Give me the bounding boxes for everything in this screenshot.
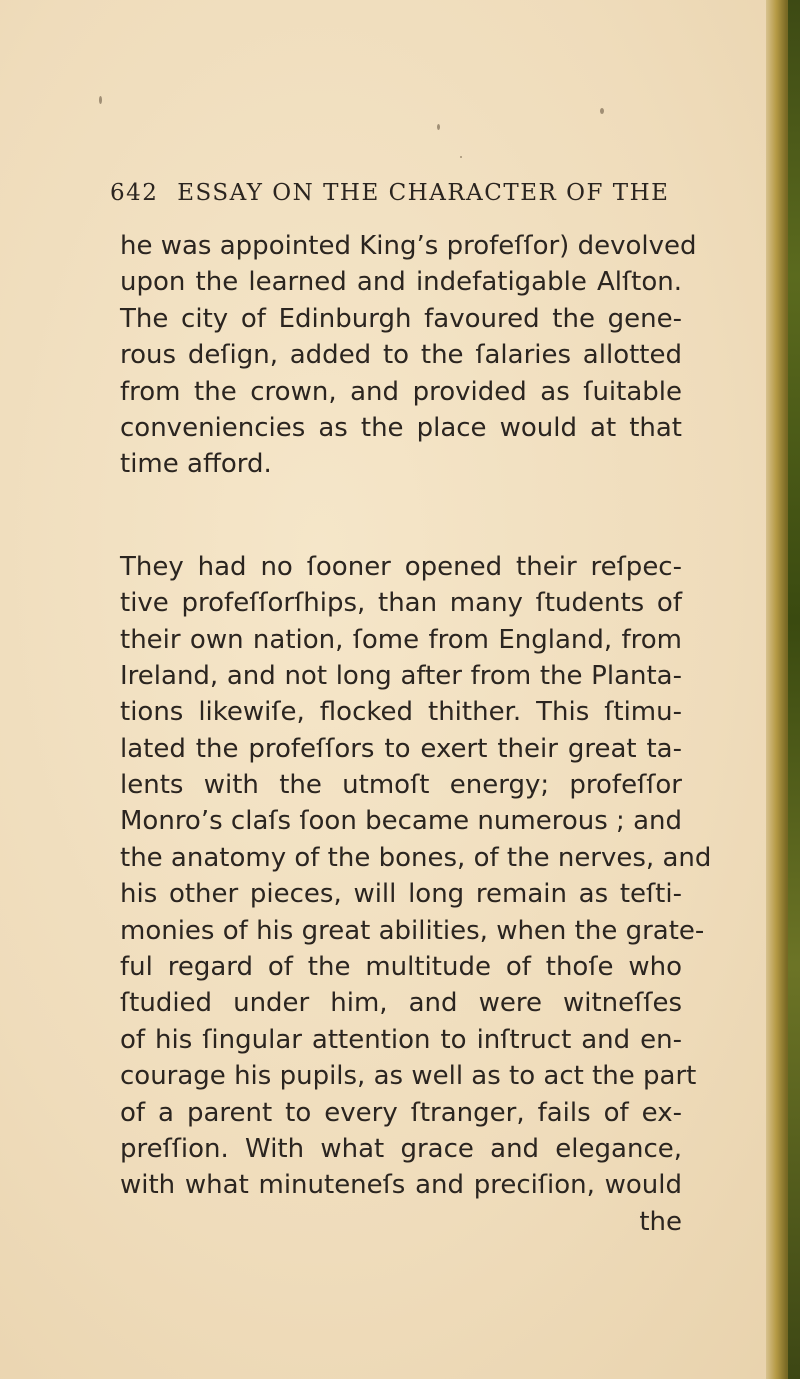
text-line: time afford. — [120, 449, 272, 480]
paragraph-2 — [120, 549, 712, 1240]
text-line: of his ſingular attention to inſtruct and en- — [120, 1024, 682, 1055]
text-line: Ireland, and not long after from the Planta- — [120, 660, 682, 691]
paragraph-gap — [120, 483, 682, 549]
text-line: of a parent to every ſtranger, fails of ex- — [120, 1097, 682, 1128]
running-title: ESSAY ON THE CHARACTER OF THE — [177, 180, 670, 206]
text-line: ſtudied under him, and were witneſſes — [120, 988, 682, 1019]
text-line: monies of his great abilities, when the grate- — [120, 915, 705, 946]
text-line: lents with the utmoſt energy; profeſſor — [120, 770, 682, 801]
text-line: his other pieces, will long remain as teſti- — [120, 879, 682, 910]
text-line: tions likewiſe, flocked thither. This ſtimu- — [120, 697, 682, 728]
text-line: he was appointed King’s profeſſor) devolved — [120, 231, 697, 261]
text-line: courage his pupils, as well as to act the part — [120, 1061, 697, 1092]
text-line: conveniencies as the place would at that — [120, 412, 682, 443]
running-header — [110, 180, 669, 206]
page-edge-shadow — [788, 0, 800, 1379]
text-line: They had no ſooner opened their reſpec- — [120, 551, 682, 582]
body-text — [120, 228, 712, 1240]
text-line: preſſion. With what grace and elegance, — [120, 1133, 682, 1164]
text-line: lated the profeſſors to exert their great ta- — [120, 733, 682, 764]
text-line: ful regard of the multitude of thoſe who — [120, 952, 682, 983]
text-line: with what minuteneſs and preciſion, would — [120, 1170, 682, 1201]
page-number: 642 — [110, 180, 159, 206]
text-line: The city of Edinburgh favoured the gene- — [120, 303, 682, 334]
text-line: their own nation, ſome from England, from — [120, 624, 682, 655]
text-line: tive profeſſorſhips, than many ſtudents of — [120, 588, 682, 619]
text-line: from the crown, and provided as ſuitable — [120, 376, 682, 407]
catchword: the — [639, 1206, 682, 1237]
text-line: upon the learned and indefatigable Alſton. — [120, 267, 682, 298]
text-line: rous deſign, added to the ſalaries allotted — [120, 340, 682, 371]
text-line: Monro’s claſs ſoon became numerous ; and — [120, 806, 682, 837]
paragraph-1 — [120, 228, 697, 483]
text-line: the anatomy of the bones, of the nerves, and — [120, 842, 712, 873]
